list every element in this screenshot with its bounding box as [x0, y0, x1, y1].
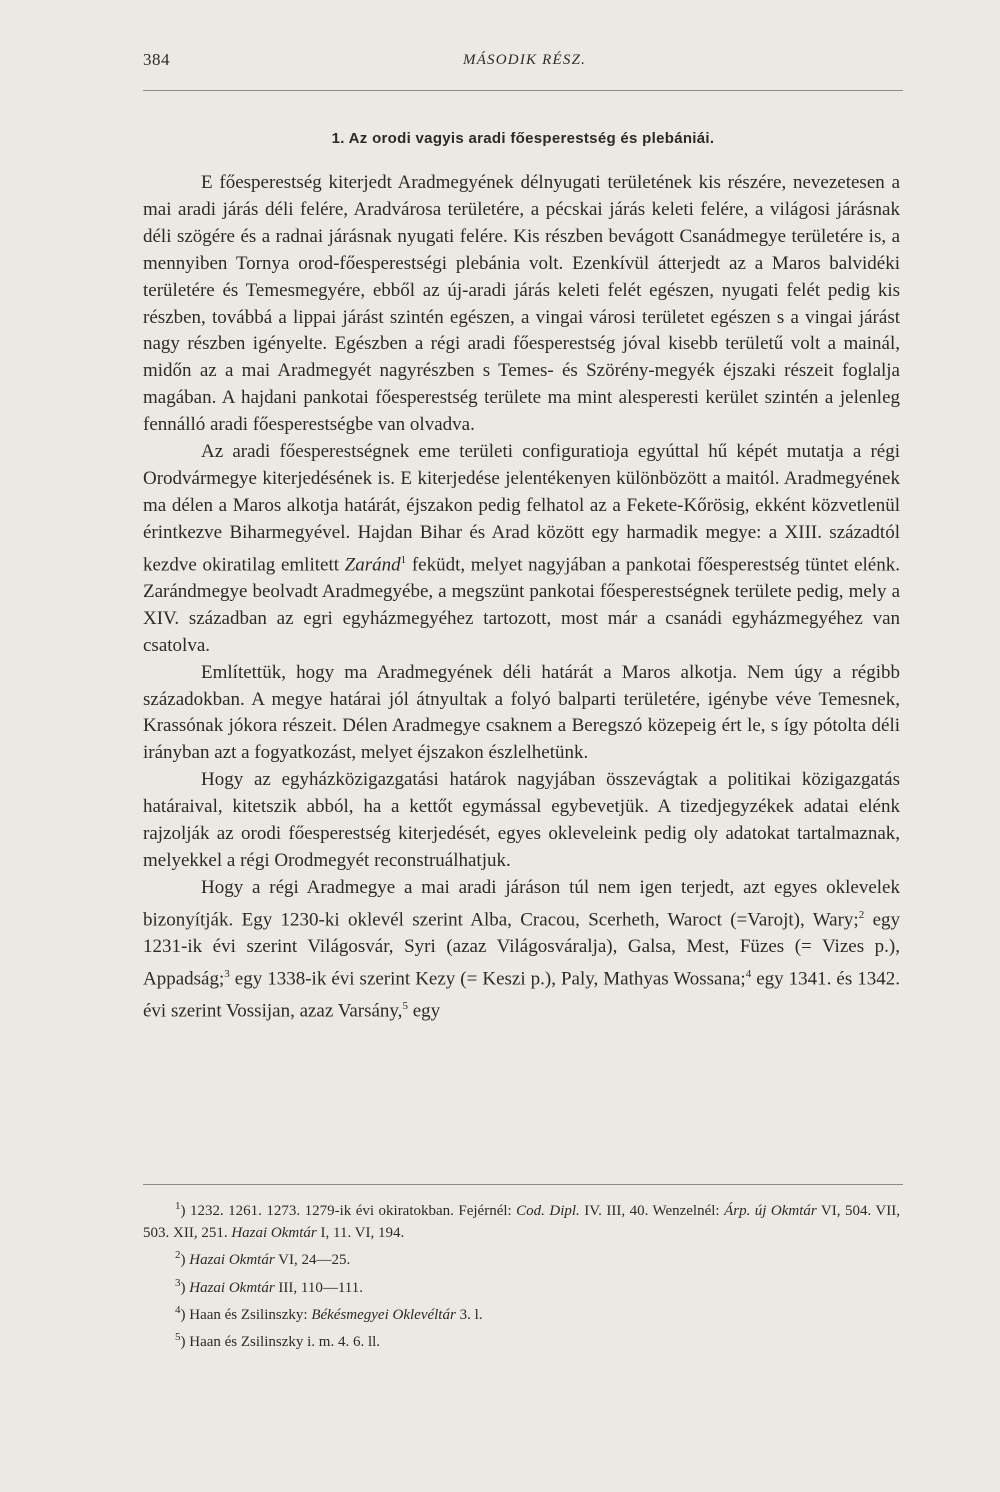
- text-run: feküdt, melyet nagyjában a pankotai főesperestség tüntet elénk. Zarándmegye beolvadt Aradmegyébe, a megszünt pankotai főesperestségnek területe pedig, mely a XIV. században az egri egyházmegyéhez tartozott, most már a csanádi egyházmegyéhez van csatolva.: [143, 554, 900, 656]
- italic-text: Cod. Dipl.: [516, 1203, 580, 1219]
- footnote-mark-paren: ): [180, 1279, 190, 1296]
- text-run: III, 110—111.: [274, 1279, 363, 1296]
- footnote-reference: 3: [224, 967, 230, 980]
- footnote-reference: 1: [400, 553, 407, 566]
- footnote-mark-paren: ): [180, 1252, 190, 1269]
- text-run: Említettük, hogy ma Aradmegyének déli határát a Maros alkotja. Nem úgy a régibb századokban. A megye határai jól átnyultak a folyó balparti területére, igénybe véve Temesnek, Krassónak jókora részeit. Délen Aradmegye csaknem a Beregszó közepeig ért le, s így pótolta déli irányban azt a fogyatkozást, melyet éjszakon észlelhetünk.: [143, 661, 900, 764]
- footnote: [143, 1326, 900, 1353]
- text-run: egy 1338-ik évi szerint Kezy (= Keszi p.), Paly, Mathyas Wossana;: [229, 968, 746, 990]
- footnote-reference: 4: [745, 967, 752, 980]
- footnote-mark: 5: [175, 1331, 181, 1344]
- text-run: VI, 24—25.: [274, 1252, 351, 1269]
- footnote-mark: 3: [175, 1276, 181, 1289]
- body-text: [143, 170, 900, 1025]
- footnote: [143, 1299, 900, 1326]
- footnote-mark: 1: [175, 1200, 181, 1212]
- paragraph: [143, 170, 900, 439]
- footnotes: [143, 1195, 900, 1353]
- footnote-reference: 5: [402, 1000, 408, 1013]
- paragraph: [143, 660, 900, 768]
- footnote: [143, 1244, 900, 1271]
- footnote: [143, 1272, 900, 1299]
- footnote-mark-paren: ): [180, 1203, 190, 1219]
- text-run: I, 11. VI, 194.: [316, 1225, 405, 1242]
- footnote-mark: 2: [175, 1249, 181, 1262]
- paragraph: [143, 439, 900, 660]
- footnote-mark-paren: ): [180, 1306, 190, 1323]
- text-run: Az aradi főesperestségnek eme területi configuratioja egyúttal hű képét mutatja a régi Orodvármegye kiterjedésének is. E kiterjedése jelentékenyen különbözött a maitól. Aradmegyének ma délen a Maros alkotja határát, éjszakon pedig felhatol az a Fekete-Kőrösig, ekként közvetlenül érintkezve Biharmegyével. Hajdan Bihar és Arad között egy harmadik megye: a XIII. századtól kezdve okiratilag emlitett: [143, 441, 900, 576]
- italic-text: Hazai Okmtár: [189, 1279, 275, 1296]
- paragraph: [143, 875, 900, 1026]
- text-run: egy 1341. és 1342. évi szerint Vossijan, azaz Varsány,: [143, 968, 900, 1022]
- text-run: 3. l.: [455, 1306, 483, 1323]
- text-run: Haan és Zsilinszky i. m. 4. 6. ll.: [189, 1334, 381, 1351]
- text-run: IV. III, 40. Wenzelnél:: [579, 1203, 725, 1219]
- text-run: 1232. 1261. 1273. 1279-ik évi okiratokban. Fejérnél:: [189, 1203, 517, 1219]
- running-title: MÁSODIK RÉSZ.: [463, 52, 587, 68]
- text-run: VI, 504. VII, 503. XII, 251.: [143, 1203, 900, 1242]
- text-run: egy: [407, 1000, 441, 1022]
- italic-text: Árp. új Okmtár: [724, 1203, 817, 1219]
- footnote-reference: 2: [858, 908, 865, 921]
- page-number: 384: [143, 50, 170, 69]
- italic-text: Hazai Okmtár: [231, 1225, 317, 1242]
- footnote-mark: 4: [175, 1303, 181, 1316]
- paragraph: [143, 767, 900, 875]
- section-heading: 1. Az orodi vagyis aradi főesperestség és plebániái.: [331, 130, 715, 147]
- text-run: Hogy a régi Aradmegye a mai aradi járáson túl nem igen terjedt, azt egyes oklevelek bizonyítják. Egy 1230-ki oklevél szerint Alba, Cracou, Scerheth, Waroct (=Varojt), Wary;: [143, 876, 900, 931]
- text-run: E főesperestség kiterjedt Aradmegyének délnyugati területének kis részére, nevezetesen a mai aradi járás déli felére, Aradvárosa területére, a pécskai járás keleti felére, a világosi járásnak déli szögére és a radnai járásnak nyugati felére. Kis részben bevágott Csanádmegye területére is, a mennyiben Tornya orod-főesperestségi plebánia volt. Ezenkívül átterjedt az a Maros balvidéki területére és Temesmegyére, ebből az új-aradi járás keleti felét egészen, nyugati felét pedig kis részben, továbbá a lippai járást szintén egészen, a vingai városi területet egészen s a vingai járást nagy részben igényelte. Egészben a régi aradi főesperestség jóval kisebb területű volt a mainál, midőn az a mai Aradmegyét nagyrészben s Temes- és Szörény-megyék éjszaki részeit foglalja magában. A hajdani pankotai főesperestség területe ma mint alesperesti kerület szintén a jelenleg fennálló aradi főesperestségbe van olvadva.: [143, 172, 900, 436]
- text-run: Haan és Zsilinszky:: [189, 1306, 312, 1323]
- italic-text: Békésmegyei Oklevéltár: [311, 1306, 456, 1323]
- text-run: egy 1231-ik évi szerint Világosvár, Syri (azaz Világosváralja), Galsa, Mest, Füzes (= Vizes p.), Appadság;: [143, 909, 901, 990]
- running-header: [143, 50, 903, 91]
- italic-text: Zaránd: [344, 554, 401, 576]
- italic-text: Hazai Okmtár: [189, 1252, 275, 1269]
- footnote-divider: [143, 1184, 903, 1185]
- text-run: Hogy az egyházközigazgatási határok nagyjában összevágtak a politikai közigazgatás határaival, kitetszik abból, ha a kettőt egymással egybevetjük. A tizedjegyzékek adatai elénk rajzolják az orodi főesperestség kiterjedését, egyes okleveleink pedig oly adatokat tartalmaznak, melyekkel a régi Orodmegyét reconstruálhatjuk.: [143, 769, 900, 871]
- footnote: [143, 1195, 900, 1244]
- footnote-mark-paren: ): [180, 1334, 190, 1351]
